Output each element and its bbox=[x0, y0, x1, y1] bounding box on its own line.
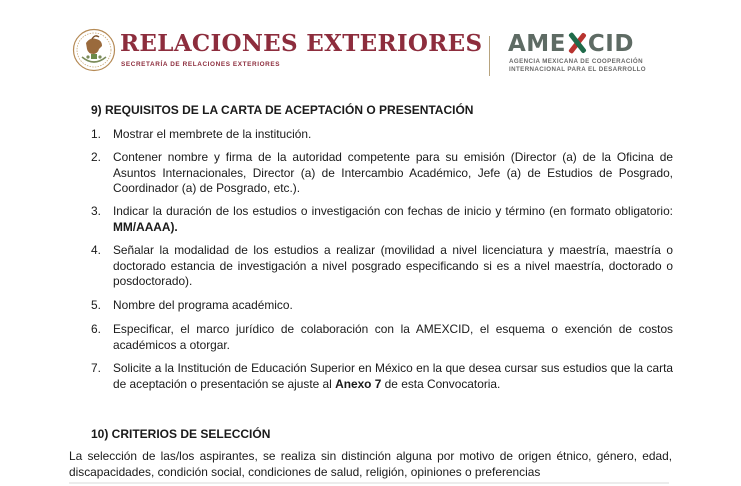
requirement-text: Mostrar el membrete de la institución. bbox=[113, 127, 312, 141]
requirement-number: 4. bbox=[91, 243, 101, 257]
requirement-text: Indicar la duración de los estudios o investigación con fechas de inicio y término (en formato obligatorio: bbox=[113, 204, 673, 218]
amexcid-x-mark-icon bbox=[567, 32, 587, 54]
amexcid-subtitle bbox=[509, 58, 646, 74]
requirement-text: Contener nombre y firma de la autoridad competente para su emisión (Director (a) de la Oficina de Asuntos Internacionales, Director (a) de Intercambio Académico, Jefe (a) de Estudios de Posgrado, Coordinador (a) de Posgrado, etc.). bbox=[113, 150, 673, 195]
requirement-text: Especificar, el marco jurídico de colaboración con la AMEXCID, el esquema o exención de costos académicos a otorgar. bbox=[113, 322, 673, 352]
requirement-text-block bbox=[113, 204, 673, 235]
amexcid-logo-suffix: CID bbox=[587, 31, 634, 57]
requirement-number: 2. bbox=[91, 150, 101, 164]
section-9-title: 9) REQUISITOS DE LA CARTA DE ACEPTACIÓN O PRESENTACIÓN bbox=[91, 103, 474, 117]
sre-subtitle: SECRETARÍA DE RELACIONES EXTERIORES bbox=[121, 61, 281, 68]
requirement-text: Solicite a la Institución de Educación Superior en México en la que desea cursar sus estudios que la carta de aceptación o presentación se ajuste al bbox=[113, 361, 673, 391]
header-divider bbox=[489, 36, 490, 76]
selection-criteria-paragraph bbox=[69, 449, 672, 480]
date-format-bold: MM/AAAA). bbox=[113, 219, 178, 234]
cut-off-text-line bbox=[69, 479, 669, 486]
mexican-coat-of-arms-logo bbox=[72, 27, 116, 73]
sre-title: RELACIONES EXTERIORES bbox=[120, 30, 483, 57]
requirement-text-block bbox=[113, 361, 673, 392]
requirement-text: Señalar la modalidad de los estudios a realizar (movilidad a nivel licenciatura y maestría, maestría o doctorado estancia de investigación a nivel posgrado especificando si es a nivel maestría, doctorado o posdoctorado). bbox=[113, 243, 673, 288]
section-10-title: 10) CRITERIOS DE SELECCIÓN bbox=[91, 427, 271, 441]
amexcid-logo bbox=[508, 31, 634, 57]
requirement-number: 1. bbox=[91, 127, 101, 141]
requirement-number: 5. bbox=[91, 298, 101, 312]
selection-criteria-text: La selección de las/los aspirantes, se realiza sin distinción alguna por motivo de origen étnico, género, edad, discapacidades, condición social, condiciones de salud, religión, opiniones o preferencias bbox=[69, 449, 672, 479]
requirement-text: Nombre del programa académico. bbox=[113, 298, 293, 312]
amexcid-subtitle-line-2: INTERNACIONAL PARA EL DESARROLLO bbox=[509, 66, 647, 73]
requirement-text-end: de esta Convocatoria. bbox=[381, 376, 501, 391]
amexcid-subtitle-line-1: AGENCIA MEXICANA DE COOPERACIÓN bbox=[509, 58, 643, 65]
requirement-number: 3. bbox=[91, 204, 101, 218]
amexcid-logo-prefix: AME bbox=[508, 31, 566, 57]
annex-reference-bold: Anexo 7 bbox=[335, 376, 382, 391]
letterhead bbox=[0, 0, 741, 88]
requirement-number: 6. bbox=[91, 322, 101, 336]
requirement-number: 7. bbox=[91, 361, 101, 375]
